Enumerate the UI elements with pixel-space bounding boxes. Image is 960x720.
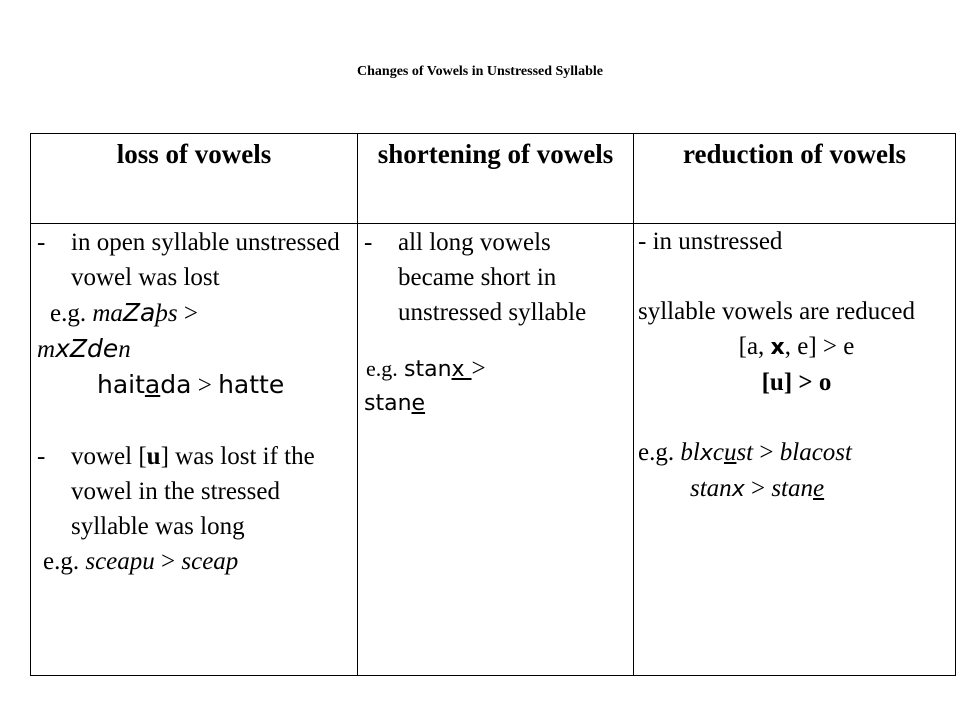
vowel-changes-table [30,133,956,676]
item-text: all long vowels became short in unstressed syllable [398,229,587,326]
example-line: e.g. sceapu > sceap [43,548,239,575]
example-line: e.g. maZaþs > [50,298,198,327]
item-text: in open syllable unstressed vowel was lost [71,229,340,291]
page-title: Changes of Vowels in Unstressed Syllable [357,64,603,79]
text-line: syllable vowels are reduced [638,298,915,325]
item-text: vowel [u] was lost if the vowel in the stressed syllable was long [71,443,315,540]
rule-line: [a, x, e] > e [738,333,855,360]
cell-shortening [358,224,634,676]
header-row [31,134,956,224]
header-reduction: reduction of vowels [634,134,956,224]
example-line: e.g. blxcust > blacost [638,439,852,466]
text-line: - in unstressed [638,228,783,255]
rule-line: [u] > o [761,369,832,396]
body-row [31,224,956,676]
list-item [31,438,357,544]
header-loss: loss of vowels [31,134,358,224]
example-line: haitada > hatte [97,370,285,399]
list-item [31,224,357,295]
cell-loss [31,224,358,676]
example-line: stane [364,391,426,416]
bullet-dash: - [37,229,46,256]
example-line: mxZden [37,334,131,363]
bullet-dash: - [364,229,373,256]
bullet-dash: - [37,443,46,470]
example-line: stanx > stane [690,475,825,502]
list-item [358,224,633,330]
header-shortening: shortening of vowels [358,134,634,224]
example-line: e.g. stanx > [366,355,486,382]
cell-reduction [634,224,956,676]
